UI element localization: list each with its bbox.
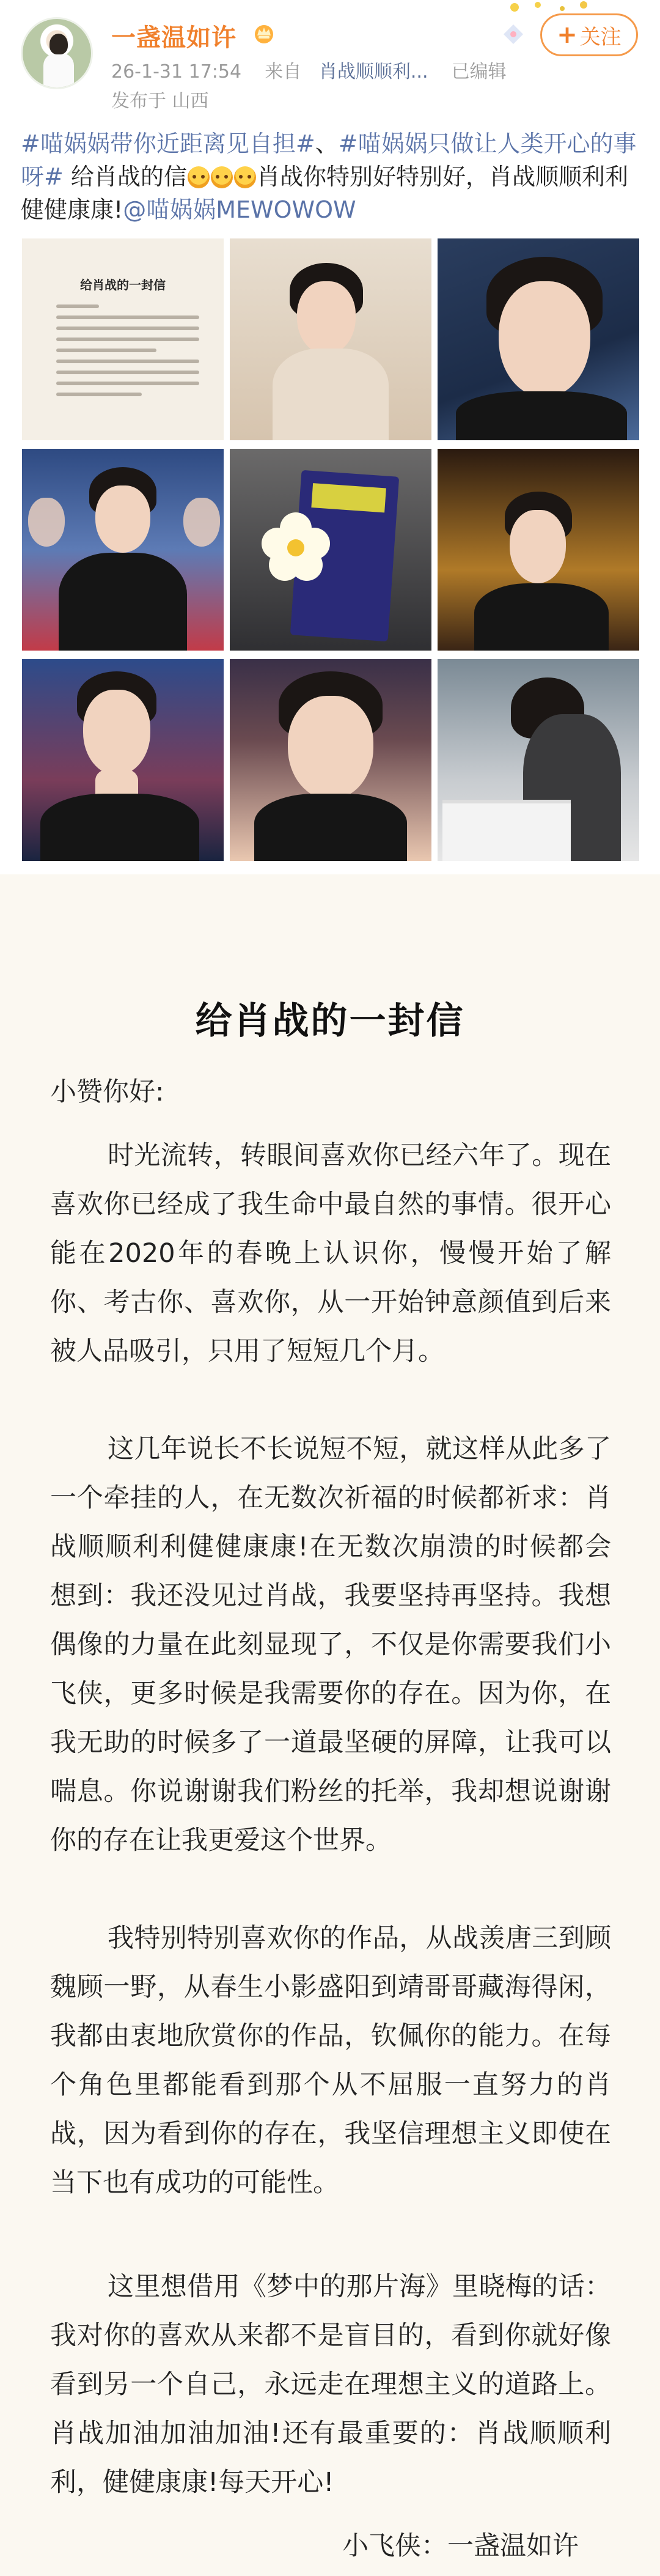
image-thumb-portrait[interactable] <box>230 238 431 440</box>
flower-icon <box>259 510 332 583</box>
letter-title: 给肖战的一封信 <box>195 1000 465 1043</box>
heart-eyes-emoji-icon <box>211 166 233 188</box>
post-body-text: 给肖战的信 <box>63 163 187 190</box>
letter-salutation: 小赞你好: <box>50 1077 164 1107</box>
post-time: 26-1-31 17:54 <box>111 61 242 83</box>
edited-label: 已编辑 <box>451 61 507 83</box>
thumb-letter-lines <box>56 304 199 404</box>
heart-eyes-emoji-icon <box>188 166 210 188</box>
image-thumb-smile[interactable] <box>438 238 639 440</box>
image-thumb-stage-group[interactable] <box>22 449 224 651</box>
letter-paragraph: 这几年说长不长说短不短，就这样从此多了一个牵挂的人，在无数次祈福的时候都祈求：肖战顺顺利利健健康康!在无数次崩溃的时候都会想到：我还没见过肖战，我要坚持再坚持。我想偶像的力量在此刻显现了，不仅是你需要我们小飞侠，更多时候是我需要你的存在。因为你，在我无助的时候多了一道最坚硬的屏障，让我可以喘息。你说谢谢我们粉丝的托举，我却想说谢谢你的存在让我更爱这个世界。 <box>50 1434 611 1856</box>
post-location: 发布于 山西 <box>111 90 209 112</box>
hashtag-link[interactable]: #喵娲娲只做让人类开心的事呀# <box>21 130 637 190</box>
letter-image <box>0 874 660 2576</box>
letter-paragraph: 时光流转，转眼间喜欢你已经六年了。现在喜欢你已经成了我生命中最自然的事情。很开心能在2020年的春晚上认识你，慢慢开始了解你、考古你、喜欢你，从一开始钟意颜值到后来被人品吸引，只用了短短几个月。 <box>50 1140 611 1367</box>
thumb-letter-title: 给肖战的一封信 <box>80 278 166 292</box>
source-link[interactable]: 肖战顺顺利... <box>318 61 428 83</box>
avatar-figure-body <box>43 53 74 89</box>
post-header <box>0 0 660 128</box>
image-thumb-letter[interactable] <box>22 238 224 440</box>
image-thumb-closeup[interactable] <box>230 659 431 861</box>
post-meta <box>111 56 507 83</box>
avatar[interactable] <box>21 17 93 89</box>
follow-button[interactable] <box>540 13 638 56</box>
follow-button-label: 关注 <box>579 24 622 50</box>
image-grid <box>22 238 639 861</box>
letter-paragraph: 这里想借用《梦中的那片海》里晓梅的话：我对你的喜欢从来都不是盲目的，看到你就好像看到另一个自己，永远走在理想主义的道路上。肖战加油加油加油!还有最重要的：肖战顺顺利利，健健康康!每天开心! <box>50 2272 611 2498</box>
avatar-figure-head <box>50 34 68 54</box>
image-thumb-confetti[interactable] <box>438 449 639 651</box>
hashtag-link[interactable]: #喵娲娲带你近距离见自担# <box>21 130 315 157</box>
image-thumb-signing[interactable] <box>438 659 639 861</box>
image-thumb-ticket-flower[interactable] <box>230 449 431 651</box>
heart-eyes-emoji-icon <box>234 166 256 188</box>
letter-paragraph: 我特别特别喜欢你的作品，从战羡唐三到顾魏顾一野，从春生小影盛阳到靖哥哥藏海得闲，我都由衷地欣赏你的作品，钦佩你的能力。在每个角色里都能看到那个从不屈服一直努力的肖战，因为看到你的存在，我坚信理想主义即使在当下也有成功的可能性。 <box>50 1923 611 2198</box>
source-prefix: 来自 <box>265 61 302 83</box>
plus-icon: + <box>557 21 578 49</box>
letter-signature: 小飞侠：一盏温如许 <box>342 2531 579 2561</box>
crown-badge-icon <box>252 22 276 44</box>
post-body-text: 肖战你特别好特别好，肖战顺顺利利健健康康! <box>21 163 628 223</box>
mention-link[interactable]: @喵娲娲MEWOWOW <box>123 196 356 223</box>
post-text <box>21 127 639 226</box>
separator: 、 <box>315 130 339 157</box>
image-thumb-hand-sign[interactable] <box>22 659 224 861</box>
author-name[interactable]: 一盏温如许 <box>111 24 237 52</box>
